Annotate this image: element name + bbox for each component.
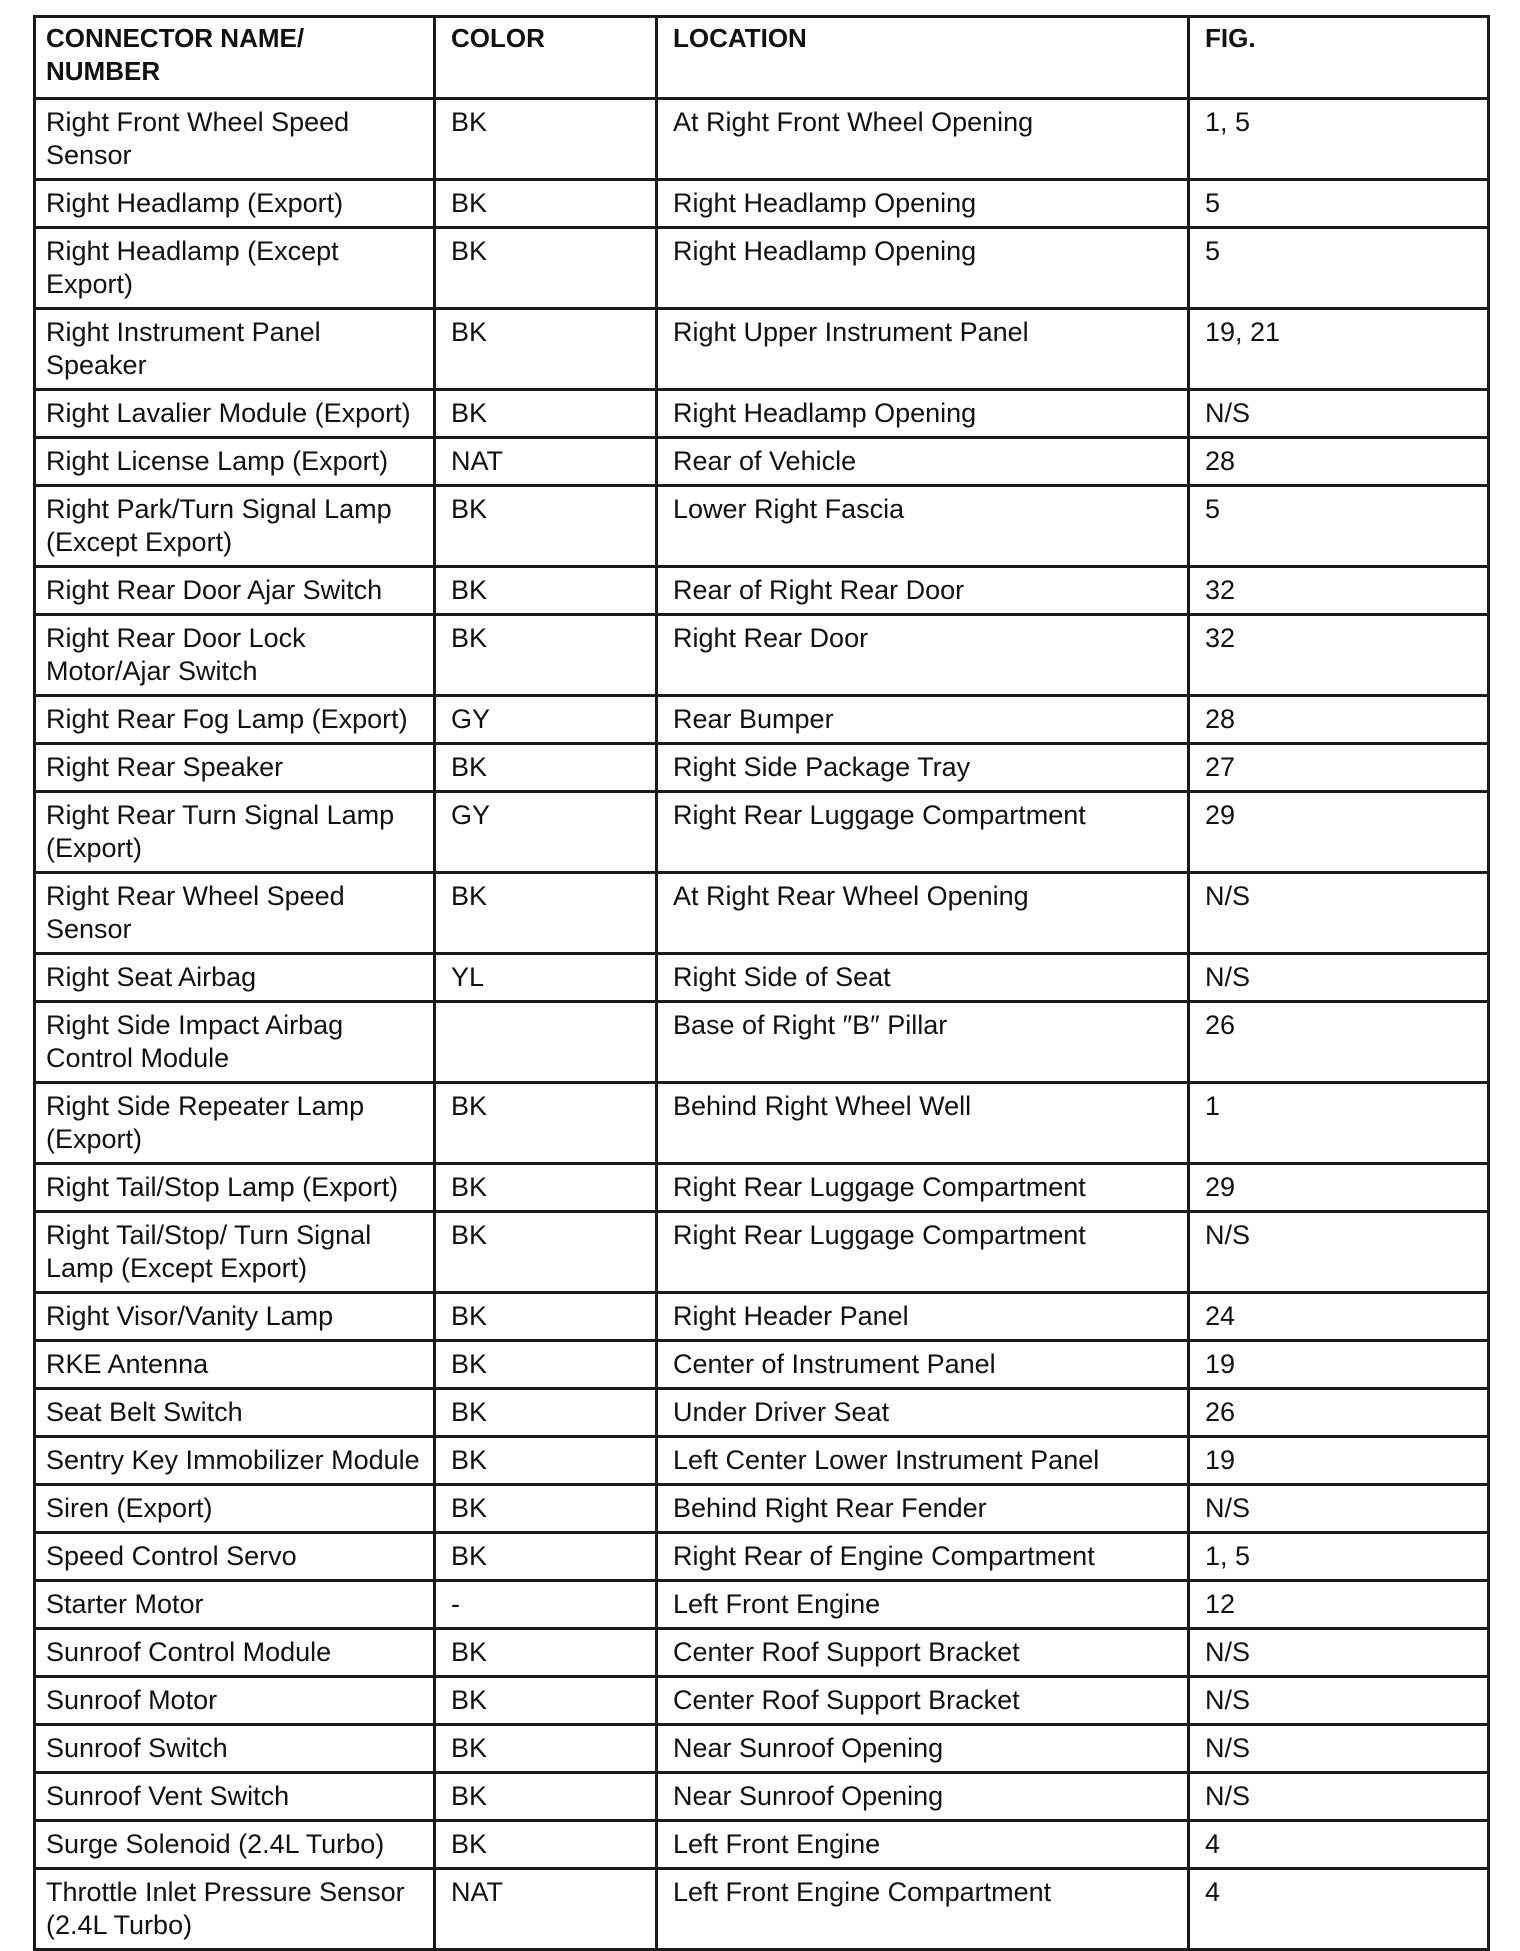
cell-location: Rear Bumper xyxy=(657,696,1189,744)
cell-color: BK xyxy=(435,1389,657,1437)
cell-connector-name: Right Rear Door Lock Motor/Ajar Switch xyxy=(35,615,435,696)
table-row xyxy=(35,567,1489,615)
table-row xyxy=(35,873,1489,954)
cell-connector-name: Seat Belt Switch xyxy=(35,1389,435,1437)
cell-fig: 29 xyxy=(1189,792,1489,873)
cell-color: BK xyxy=(435,1629,657,1677)
cell-connector-name: Right Side Repeater Lamp (Export) xyxy=(35,1083,435,1164)
header-fig: FIG. xyxy=(1189,17,1489,99)
cell-fig: 32 xyxy=(1189,615,1489,696)
table-row xyxy=(35,1437,1489,1485)
table-row xyxy=(35,180,1489,228)
cell-color: BK xyxy=(435,309,657,390)
cell-location: Right Side of Seat xyxy=(657,954,1189,1002)
cell-fig: 28 xyxy=(1189,696,1489,744)
cell-fig: N/S xyxy=(1189,1629,1489,1677)
cell-color: NAT xyxy=(435,438,657,486)
cell-connector-name: Right Rear Turn Signal Lamp (Export) xyxy=(35,792,435,873)
cell-location: Left Front Engine xyxy=(657,1581,1189,1629)
cell-fig: 4 xyxy=(1189,1821,1489,1869)
cell-location: Right Side Package Tray xyxy=(657,744,1189,792)
cell-fig: 4 xyxy=(1189,1869,1489,1950)
table-row xyxy=(35,438,1489,486)
cell-fig: 29 xyxy=(1189,1164,1489,1212)
cell-color: BK xyxy=(435,486,657,567)
cell-location: Center of Instrument Panel xyxy=(657,1341,1189,1389)
cell-fig: N/S xyxy=(1189,1485,1489,1533)
cell-connector-name: Right Visor/Vanity Lamp xyxy=(35,1293,435,1341)
table-row xyxy=(35,99,1489,180)
cell-color: BK xyxy=(435,1821,657,1869)
cell-connector-name: Right Tail/Stop/ Turn Signal Lamp (Except Export) xyxy=(35,1212,435,1293)
cell-color: BK xyxy=(435,615,657,696)
table-row xyxy=(35,390,1489,438)
cell-location: Left Front Engine Compartment xyxy=(657,1869,1189,1950)
table-row xyxy=(35,1485,1489,1533)
connector-location-table xyxy=(33,15,1490,1951)
cell-connector-name: Sunroof Switch xyxy=(35,1725,435,1773)
header-connector-name: CONNECTOR NAME/ NUMBER xyxy=(35,17,435,99)
cell-location: Under Driver Seat xyxy=(657,1389,1189,1437)
cell-location: Rear of Right Rear Door xyxy=(657,567,1189,615)
cell-connector-name: Starter Motor xyxy=(35,1581,435,1629)
table-row xyxy=(35,1293,1489,1341)
cell-color: BK xyxy=(435,1773,657,1821)
cell-color: BK xyxy=(435,744,657,792)
cell-location: Center Roof Support Bracket xyxy=(657,1629,1189,1677)
cell-location: Center Roof Support Bracket xyxy=(657,1677,1189,1725)
table-row xyxy=(35,615,1489,696)
cell-color: NAT xyxy=(435,1869,657,1950)
cell-color: BK xyxy=(435,1437,657,1485)
cell-connector-name: Right Rear Door Ajar Switch xyxy=(35,567,435,615)
header-color: COLOR xyxy=(435,17,657,99)
cell-location: Right Rear of Engine Compartment xyxy=(657,1533,1189,1581)
table-row xyxy=(35,792,1489,873)
cell-fig: N/S xyxy=(1189,873,1489,954)
cell-connector-name: Right Park/Turn Signal Lamp (Except Export) xyxy=(35,486,435,567)
cell-location: At Right Front Wheel Opening xyxy=(657,99,1189,180)
cell-connector-name: Right Instrument Panel Speaker xyxy=(35,309,435,390)
cell-fig: N/S xyxy=(1189,1212,1489,1293)
cell-color: - xyxy=(435,1581,657,1629)
cell-connector-name: RKE Antenna xyxy=(35,1341,435,1389)
table-row xyxy=(35,1083,1489,1164)
cell-fig: 5 xyxy=(1189,228,1489,309)
cell-connector-name: Right Rear Wheel Speed Sensor xyxy=(35,873,435,954)
table-body xyxy=(35,99,1489,1950)
cell-connector-name: Right Seat Airbag xyxy=(35,954,435,1002)
cell-location: Right Rear Luggage Compartment xyxy=(657,792,1189,873)
cell-color: BK xyxy=(435,180,657,228)
cell-connector-name: Right Side Impact Airbag Control Module xyxy=(35,1002,435,1083)
cell-color xyxy=(435,1002,657,1083)
cell-color: GY xyxy=(435,696,657,744)
cell-connector-name: Right Rear Speaker xyxy=(35,744,435,792)
table-row xyxy=(35,1212,1489,1293)
cell-connector-name: Siren (Export) xyxy=(35,1485,435,1533)
cell-connector-name: Right Rear Fog Lamp (Export) xyxy=(35,696,435,744)
cell-color: BK xyxy=(435,873,657,954)
cell-color: BK xyxy=(435,1677,657,1725)
cell-fig: 19 xyxy=(1189,1341,1489,1389)
cell-location: Rear of Vehicle xyxy=(657,438,1189,486)
table-row xyxy=(35,1341,1489,1389)
cell-fig: 26 xyxy=(1189,1002,1489,1083)
cell-color: BK xyxy=(435,1485,657,1533)
connector-table-page xyxy=(33,15,1487,1951)
cell-fig: 19 xyxy=(1189,1437,1489,1485)
cell-connector-name: Sunroof Motor xyxy=(35,1677,435,1725)
cell-color: BK xyxy=(435,1083,657,1164)
table-row xyxy=(35,1164,1489,1212)
table-row xyxy=(35,486,1489,567)
table-row xyxy=(35,1629,1489,1677)
table-row xyxy=(35,1389,1489,1437)
cell-fig: 1 xyxy=(1189,1083,1489,1164)
cell-fig: 24 xyxy=(1189,1293,1489,1341)
cell-location: Right Upper Instrument Panel xyxy=(657,309,1189,390)
cell-connector-name: Surge Solenoid (2.4L Turbo) xyxy=(35,1821,435,1869)
cell-color: BK xyxy=(435,390,657,438)
cell-location: Right Rear Luggage Compartment xyxy=(657,1164,1189,1212)
cell-connector-name: Right Lavalier Module (Export) xyxy=(35,390,435,438)
cell-fig: 28 xyxy=(1189,438,1489,486)
cell-connector-name: Right License Lamp (Export) xyxy=(35,438,435,486)
cell-location: Right Headlamp Opening xyxy=(657,228,1189,309)
cell-fig: N/S xyxy=(1189,1773,1489,1821)
cell-fig: N/S xyxy=(1189,1725,1489,1773)
cell-fig: N/S xyxy=(1189,954,1489,1002)
cell-connector-name: Sunroof Control Module xyxy=(35,1629,435,1677)
table-row xyxy=(35,1677,1489,1725)
cell-color: BK xyxy=(435,1212,657,1293)
cell-connector-name: Sunroof Vent Switch xyxy=(35,1773,435,1821)
cell-connector-name: Right Tail/Stop Lamp (Export) xyxy=(35,1164,435,1212)
cell-location: Near Sunroof Opening xyxy=(657,1725,1189,1773)
cell-location: At Right Rear Wheel Opening xyxy=(657,873,1189,954)
cell-fig: N/S xyxy=(1189,1677,1489,1725)
table-row xyxy=(35,1533,1489,1581)
table-row xyxy=(35,1725,1489,1773)
cell-connector-name: Right Headlamp (Export) xyxy=(35,180,435,228)
cell-location: Right Rear Luggage Compartment xyxy=(657,1212,1189,1293)
cell-fig: 27 xyxy=(1189,744,1489,792)
cell-fig: 5 xyxy=(1189,180,1489,228)
cell-fig: 19, 21 xyxy=(1189,309,1489,390)
cell-fig: 1, 5 xyxy=(1189,1533,1489,1581)
table-row xyxy=(35,954,1489,1002)
cell-color: BK xyxy=(435,567,657,615)
cell-fig: 5 xyxy=(1189,486,1489,567)
cell-location: Right Headlamp Opening xyxy=(657,390,1189,438)
cell-location: Left Front Engine xyxy=(657,1821,1189,1869)
table-row xyxy=(35,1773,1489,1821)
header-location: LOCATION xyxy=(657,17,1189,99)
cell-fig: 12 xyxy=(1189,1581,1489,1629)
cell-fig: 26 xyxy=(1189,1389,1489,1437)
cell-location: Right Headlamp Opening xyxy=(657,180,1189,228)
cell-fig: 1, 5 xyxy=(1189,99,1489,180)
cell-fig: N/S xyxy=(1189,390,1489,438)
cell-connector-name: Right Headlamp (Except Export) xyxy=(35,228,435,309)
cell-location: Right Rear Door xyxy=(657,615,1189,696)
cell-location: Behind Right Wheel Well xyxy=(657,1083,1189,1164)
cell-color: BK xyxy=(435,99,657,180)
table-row xyxy=(35,744,1489,792)
cell-connector-name: Right Front Wheel Speed Sensor xyxy=(35,99,435,180)
cell-fig: 32 xyxy=(1189,567,1489,615)
table-row xyxy=(35,1581,1489,1629)
cell-connector-name: Speed Control Servo xyxy=(35,1533,435,1581)
cell-color: BK xyxy=(435,228,657,309)
table-row xyxy=(35,1869,1489,1950)
cell-connector-name: Sentry Key Immobilizer Module xyxy=(35,1437,435,1485)
table-header-row xyxy=(35,17,1489,99)
cell-color: YL xyxy=(435,954,657,1002)
cell-connector-name: Throttle Inlet Pressure Sensor (2.4L Turbo) xyxy=(35,1869,435,1950)
cell-color: BK xyxy=(435,1164,657,1212)
cell-location: Behind Right Rear Fender xyxy=(657,1485,1189,1533)
cell-color: GY xyxy=(435,792,657,873)
cell-location: Lower Right Fascia xyxy=(657,486,1189,567)
table-row xyxy=(35,309,1489,390)
table-row xyxy=(35,696,1489,744)
cell-color: BK xyxy=(435,1725,657,1773)
table-row xyxy=(35,1002,1489,1083)
cell-color: BK xyxy=(435,1293,657,1341)
table-row xyxy=(35,228,1489,309)
cell-location: Right Header Panel xyxy=(657,1293,1189,1341)
table-row xyxy=(35,1821,1489,1869)
cell-color: BK xyxy=(435,1341,657,1389)
cell-location: Base of Right ″B″ Pillar xyxy=(657,1002,1189,1083)
cell-color: BK xyxy=(435,1533,657,1581)
cell-location: Near Sunroof Opening xyxy=(657,1773,1189,1821)
cell-location: Left Center Lower Instrument Panel xyxy=(657,1437,1189,1485)
